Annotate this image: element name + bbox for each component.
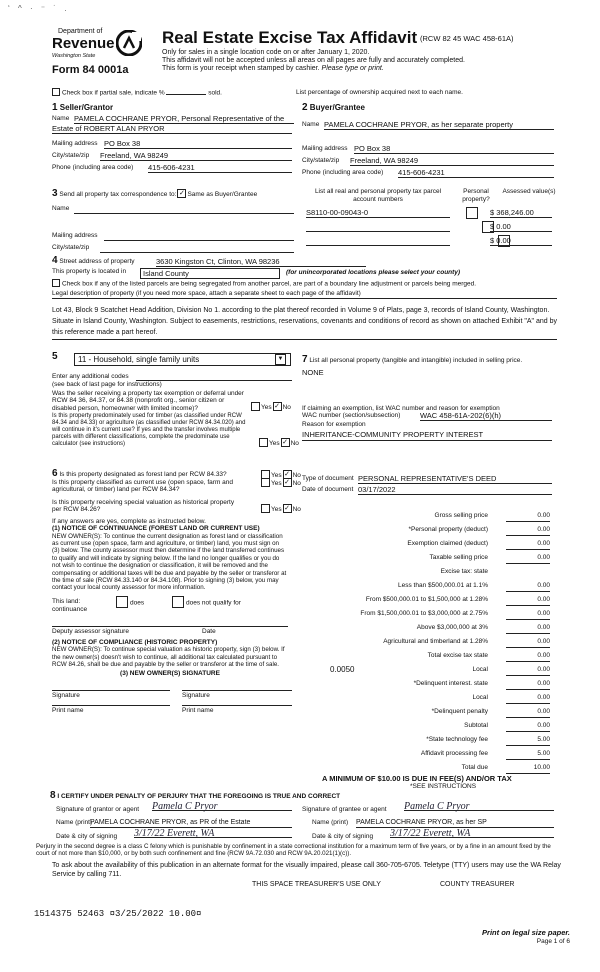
fin-value[interactable]: 0.00 [506,721,550,732]
timber-yes-label: Yes [269,440,280,448]
fin-value[interactable]: 0.00 [506,651,550,662]
seller-heading: Seller/Grantor [59,103,114,112]
state-label: Washington State [52,53,96,59]
codes-note: (see back of last page for instructions) [52,381,162,388]
timber-yes-checkbox[interactable] [259,438,268,447]
assessed-value-3[interactable]: $ 0.00 [490,236,552,246]
buyer-name-field[interactable]: PAMELA COCHRANE PRYOR, as her separate property [324,121,554,130]
buyer-mail-field[interactable]: PO Box 38 [354,145,554,154]
timber-no-label: No [290,440,299,448]
property-section [52,257,557,340]
county-note: (for unincorporated locations please select your county) [286,269,461,276]
personal-property-section [302,356,556,495]
fin-label: *Delinquent penalty [431,708,488,715]
notice-compliance-body: NEW OWNER(S): To continue special valuation as historic property, sign (3) below. If the new owner(s) doesn't wish to continue, all additional tax calculated pursuant to RCW 84.26, shall be due and payable by the seller or transferor at the time of sale. [52,646,285,669]
does-option [116,597,144,609]
header-line-1: Only for sales in a single location code on or after January 1, 2020. [162,49,370,56]
county-select[interactable]: Island County [140,268,280,279]
doc-type-field[interactable]: PERSONAL REPRESENTATIVE'S DEED [358,475,552,484]
does-not-option [172,597,241,609]
does-label: does [130,599,145,607]
seller-mail-field[interactable]: PO Box 38 [104,140,292,149]
fin-label: Agricultural and timberland at 1.28% [383,638,488,645]
fin-label: Affidavit processing fee [420,750,488,757]
historic-no-checkbox[interactable]: ✓ [284,504,291,512]
header-line-3-text: This form is your receipt when stamped by cashier. [162,65,320,72]
personal-header: Personal property? [462,188,490,203]
notice-compliance-title: (2) NOTICE OF COMPLIANCE (HISTORIC PROPERTY) [52,638,218,646]
fin-row-17 [302,749,550,759]
correspondence-mail-field[interactable] [104,232,294,241]
assessed-value-1[interactable]: $ 368,246.00 [490,208,552,218]
assessed-header: Assessed value(s) [502,188,556,195]
header-line-3 [162,65,384,73]
section-4-number: 4 [52,255,58,266]
see-instructions: *SEE INSTRUCTIONS [410,783,477,790]
fin-label: Above $3,000,000 at 3% [416,624,488,631]
partial-sold-label: sold. [208,89,222,97]
fin-row-1 [302,525,550,535]
fin-label: Total excise tax state [427,652,488,659]
segregated-checkbox[interactable] [52,279,60,287]
section-3-number: 3 [52,188,58,200]
fin-label: *Personal property (deduct) [408,526,488,533]
correspondence-label: Send all property tax correspondence to: [59,191,177,199]
fin-value[interactable]: 0.00 [506,707,550,718]
reason-label: Reason for exemption [302,421,366,428]
parcel-number-3[interactable] [306,236,450,246]
seller-name-line1[interactable]: PAMELA COCHRANE PRYOR, Personal Representative of the [74,115,294,124]
fin-value[interactable]: 0.00 [506,679,550,690]
exemption-no-label: No [282,404,291,412]
county-treasurer-label: COUNTY TREASURER [440,881,515,888]
exemption-yes-checkbox[interactable] [251,402,260,411]
seller-city-field[interactable]: Freeland, WA 98249 [100,152,292,161]
this-land-label: This land: [52,597,81,605]
grantee-date-label: Date & city of signing [312,832,374,840]
current-use-yes-label: Yes [271,479,282,487]
exemption-question: Was the seller receiving a property tax exemption or deferral under RCW 84 36, 84.37, or 84.38 (nonprofit org., senior citizen or disabled person, homeowner with limited income)? [52,389,244,412]
wac-label: WAC number (section/subsection) [302,412,401,419]
fin-label: Less than $500,000.01 at 1.1% [398,582,488,589]
correspondence-name-field[interactable] [74,205,294,214]
grantee-date-city[interactable]: 3/17/22 Everett, WA [390,830,554,839]
fin-row-12 [302,679,550,689]
does-not-label: does not qualify for [186,599,241,607]
doc-type-label: Type of document [302,474,354,482]
parcel-number-2[interactable] [306,222,450,232]
buyer-phone-field[interactable]: 415-606-4231 [398,169,554,178]
grantor-signature[interactable]: Pamela C Pryor [152,803,292,812]
forest-no-checkbox[interactable]: ✓ [284,471,291,478]
fin-label: Exemption claimed (deduct) [407,540,488,547]
historic-yes-checkbox[interactable] [261,504,270,513]
legal-label: Legal description of property (if you need more space, attach a separate sheet to each page of the affidavit) [52,290,557,299]
form-number: Form 84 0001a [52,64,129,76]
seller-phone-field[interactable]: 415-606-4231 [148,164,292,173]
current-use-no-label: No [292,479,301,487]
buyer-mail-label: Mailing address [302,145,348,152]
parcel-header: List all real and personal property tax parcel account numbers [314,188,442,203]
perjury-notice: Perjury in the second degree is a class C felony which is punishable by confinement in a state correctional institution for a maximum term of five years, or by a fine in an amount fixed by the court of not more than $10,000, or by both such confinement and fine (RCW 9A.72.030 and RCW 9A.20.021(1)(c)). [36,843,551,858]
forest-yes-label: Yes [271,472,282,480]
fin-label: Excise tax: state [440,568,488,575]
seller-phone-label: Phone (including area code) [52,164,134,171]
fin-row-4 [302,567,550,577]
fin-row-11 [302,665,550,675]
alt-format-notice: To ask about the availability of this publication in an alternate format for the visually impaired, please call 360-705-6705. Teletype (TTY) users may use the WA Relay Service by calling 711. [52,862,561,878]
seller-city-label: City/state/zip [52,152,90,159]
fin-row-16 [302,735,550,745]
form-header [52,28,572,84]
fin-row-15 [302,721,550,731]
current-use-answer [260,479,301,488]
street-label: Street address of property [59,258,135,265]
section-8-number: 8 [50,790,56,801]
fin-value[interactable]: 0.00 [506,539,550,550]
does-not-checkbox[interactable] [172,596,184,608]
grantee-print-name[interactable]: PAMELA COCHRANE PRYOR, as her SP [356,818,554,828]
current-use-question: Is this property classified as current use (open space, farm and agricultural, or timber) land per RCW 84.34? [52,478,234,493]
fin-label: Taxable selling price [429,554,488,561]
exemption-yes-label: Yes [261,404,272,412]
fin-label: *Delinquent interest. state [413,680,488,687]
does-checkbox[interactable] [116,596,128,608]
fin-row-8 [302,623,550,633]
minimum-note: A MINIMUM OF $10.00 IS DUE IN FEE(S) AND/OR TAX [322,774,512,783]
assessed-value-2[interactable]: $ 0.00 [490,222,552,232]
new-owner-signature-title: (3) NEW OWNER(S) SIGNATURE [120,670,220,678]
grantor-signature-label: Signature of grantor or agent [56,805,140,813]
owner-signature-2[interactable]: Signature [182,690,292,700]
correspondence-city-field[interactable] [100,244,294,253]
seller-name-label: Name [52,115,70,122]
section-7-number: 7 [302,354,308,365]
page-number: Page 1 of 6 [536,938,570,945]
forest-section [52,470,302,717]
exemption-answer [250,403,291,412]
grantor-date-city[interactable]: 3/17/22 Everett, WA [134,830,292,839]
current-use-yes-checkbox[interactable] [261,478,270,487]
dept-label: Department of [58,28,103,35]
form-citation: (RCW 82 45 WAC 458-61A) [420,34,514,43]
fin-label: Local [472,666,488,673]
chevron-down-icon[interactable]: ▼ [275,354,286,365]
buyer-city-label: City/state/zip [302,157,340,164]
seller-mail-label: Mailing address [52,140,98,147]
fin-value[interactable]: 0.00 [506,553,550,564]
scan-marks: ‘ ^ · ⁻ ˙ . [8,4,70,13]
fin-row-0 [302,511,550,521]
fin-value[interactable]: 0.00 [506,637,550,648]
correspondence-mail-label: Mailing address [52,232,98,239]
timber-answer [258,439,299,448]
fin-value[interactable]: 0.00 [506,511,550,522]
fin-row-14 [302,707,550,717]
fin-row-13 [302,693,550,703]
header-line-3-italic: Please type or print. [321,65,384,72]
section-5-number: 5 [52,351,58,362]
doc-date-field[interactable]: 03/17/2022 [358,486,552,495]
historic-question: Is this property receiving special valuation as historical property per RCW 84.26? [52,498,235,513]
treasurer-use-label: THIS SPACE TREASURER'S USE ONLY [252,881,381,888]
grantor-name-label: Name (print) [56,818,93,826]
dor-logo-icon [116,30,142,56]
forest-question: Is this property designated as forest land per RCW 84.33? [59,471,227,478]
additional-codes-label: Enter any additional codes [52,373,129,380]
fin-label: From $1,500,000.01 to $3,000,000 at 2.75% [360,610,488,617]
seller-name-line2[interactable]: Estate of ROBERT ALAN PRYOR [52,124,292,134]
section-6-number: 6 [52,468,58,479]
cashier-stamp: 1514375 52463 ¤3/25/2022 10.00¤ [34,909,202,919]
historic-yes-label: Yes [271,505,282,513]
fin-row-7 [302,609,550,619]
buyer-heading: Buyer/Grantee [309,103,365,112]
same-as-buyer-checkbox[interactable]: ✓ [179,190,185,197]
fin-label: Total due [461,764,488,771]
seller-section [52,103,292,173]
fin-row-5 [302,581,550,591]
personal-property-value[interactable]: NONE [302,367,324,377]
fin-value[interactable]: 5.00 [506,735,550,746]
exemption-claim-label: If claiming an exemption, list WAC number and reason for exemption [302,404,500,412]
fin-row-3 [302,553,550,563]
grantor-date-label: Date & city of signing [56,832,118,840]
buyer-section [302,103,556,178]
fin-label: Subtotal [464,722,488,729]
fin-row-18 [302,763,550,773]
personal-checkbox-1[interactable] [466,207,478,219]
forest-no-label: No [292,472,301,480]
if-yes-note: If any answers are yes, complete as instructed below. [52,517,206,525]
additional-codes-field[interactable] [136,373,292,381]
notice-continuance-body: NEW OWNER(S): To continue the current designation as forest land or classification as current use (open space, farm and agriculture, or timber) land, you must sign on (3) below. The county assessor must then determine if the land transferred continues to qualify and will indicate by signing below. If the land no longer qualifies or you do not wish to continue the designation or classification, it will be removed and the compensating or additional taxes will be due and payable by the seller or transferor at the time of sale (RCW 84.33.140 or 84.34.108). Prior to signing (3) below, you may contact your local county assessor for more information. [52,532,287,592]
deputy-date-label: Date [202,627,216,635]
fin-label: Local [472,694,488,701]
legal-size-note: Print on legal size paper. [482,928,570,937]
local-rate: 0.0050 [330,665,355,674]
grantee-signature[interactable]: Pamela C Pryor [404,803,554,812]
section-1-number: 1 [52,102,58,113]
partial-sale-row [52,89,222,97]
wac-field[interactable]: WAC 458-61A-202(6)(h) [420,412,552,421]
fin-value[interactable]: 0.00 [506,665,550,676]
owner-print-name-2[interactable]: Print name [182,705,292,715]
dept-name: Revenue [52,35,115,52]
notice-continuance-title: (1) NOTICE OF CONTINUANCE (FOREST LAND OR CURRENT USE) [52,525,260,532]
fin-label: From $500,000.01 to $1,500,000 at 1.28% [365,596,488,603]
owner-print-name-1[interactable]: Print name [52,705,170,715]
fin-value[interactable]: 0.00 [506,609,550,620]
partial-sale-checkbox[interactable] [52,88,60,96]
correspondence-city-label: City/state/zip [52,244,90,251]
fin-value[interactable]: 0.00 [506,623,550,634]
buyer-phone-label: Phone (including area code) [302,169,384,176]
form-title: Real Estate Excise Tax Affidavit [162,28,418,47]
continuance-label: continuance [52,605,88,613]
fin-value[interactable]: 0.00 [506,525,550,536]
correspondence-name-label: Name [52,205,70,212]
grantee-name-label: Name (print) [312,818,349,826]
fin-value[interactable]: 0.00 [506,595,550,606]
fin-row-2 [302,539,550,549]
land-use-select[interactable]: 11 - Household, single family units [74,353,291,366]
header-line-2: This affidavit will not be accepted unless all areas on all pages are fully and accurately completed. [162,57,465,64]
section-2-number: 2 [302,102,308,113]
current-use-no-checkbox[interactable]: ✓ [284,478,291,486]
grantor-print-name[interactable]: PAMELA COCHRANE PRYOR, as PR of the Estate [90,818,292,828]
buyer-name-label: Name [302,121,320,128]
certification-section [50,792,560,843]
partial-sale-label: Check box if partial sale, indicate % [62,89,165,97]
grantee-signature-label: Signature of grantee or agent [302,805,387,813]
fin-row-9 [302,637,550,647]
list-percentage-note: List percentage of ownership acquired next to each name. [296,89,463,96]
legal-description[interactable]: Lot 43, Block 9 Scatchet Head Addition, Division No 1. according to the plat thereof recorded in Volume 9 of Plats, page 3, records of Island County, Washington. Situate in Island County, Washington. Subject to easements, restrictions, reservations, covenants and conditions of record as shown on attached Exhibit "A" and by this reference made a part hereof. [52,305,557,340]
doc-date-label: Date of document [302,485,354,493]
personal-property-label: List all personal property (tangible and intangible) included in selling price. [309,357,523,364]
fin-value[interactable]: 0.00 [506,581,550,592]
same-as-buyer-label: Same as Buyer/Grantee [187,191,258,199]
fin-label: *State technology fee [426,736,488,743]
reason-field[interactable]: INHERITANCE-COMMUNITY PROPERTY INTEREST [302,430,552,441]
fin-value[interactable]: 0.00 [506,693,550,704]
fin-label: Gross selling price [434,512,488,519]
located-label: This property is located in [52,268,127,275]
parcel-number-1[interactable]: S8110-00-09043-0 [306,208,450,218]
fin-row-10 [302,651,550,661]
owner-signature-1[interactable]: Signature [52,690,170,700]
correspondence-section [52,190,297,253]
fin-value[interactable]: 5.00 [506,749,550,760]
timber-no-checkbox[interactable]: ✓ [282,439,289,446]
parcel-table [306,188,556,245]
fin-value[interactable]: 10.00 [506,763,550,774]
exemption-no-checkbox[interactable]: ✓ [274,403,281,410]
certification-text: I CERTIFY UNDER PENALTY OF PERJURY THAT THE FOREGOING IS TRUE AND CORRECT [57,793,341,800]
historic-answer [260,505,301,514]
deputy-signature-label: Deputy assessor signature [52,627,129,635]
street-address-field[interactable]: 3630 Kingston Ct, Clinton, WA 98236 [156,258,366,267]
segregated-label: Check box if any of the listed parcels are being segregated from another parcel, are part of a boundary line adjustment or parcels being merged. [62,280,477,288]
historic-no-label: No [292,505,301,513]
land-use-section [52,353,302,448]
timber-question: Is this property predominately used for timber (as classified under RCW 84.34 and 84.33) or agriculture (as classified under RCW 84.34.020) and will continue in it's current use? If yes and the transfer involves multiple parcels with different classifications, complete the predominate use calculator (see instructions) [52,413,246,447]
buyer-city-field[interactable]: Freeland, WA 98249 [350,157,554,166]
fin-row-6 [302,595,550,605]
